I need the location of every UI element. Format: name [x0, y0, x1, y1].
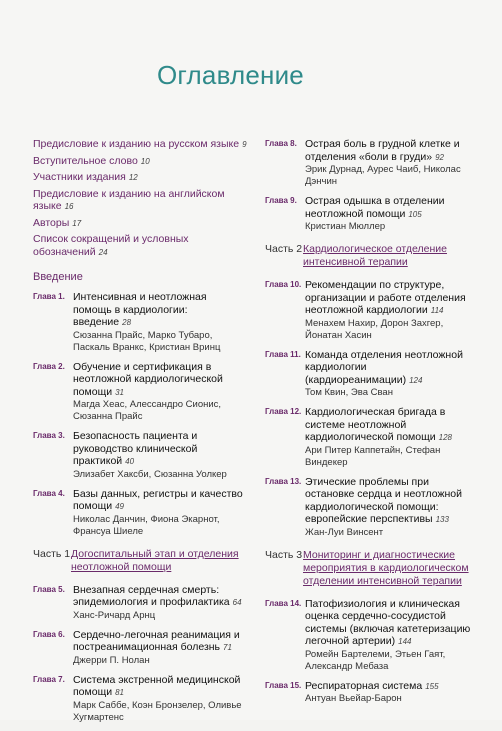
chapter-authors: Менахем Нахир, Дорон Захгер, Йонатан Хасин — [305, 317, 444, 341]
chapter-page: 64 — [232, 598, 242, 607]
chapter-label: Глава 1. — [33, 292, 65, 301]
chapter-title: Система экстренной медицинской помощи — [73, 673, 241, 698]
chapter-entry[interactable] — [33, 584, 248, 622]
chapter-page: 144 — [398, 637, 412, 646]
part-title: Мониторинг и диагностические мероприятия в кардиологическом отделении интенсивной терапии — [303, 548, 469, 587]
chapter-page: 114 — [430, 306, 444, 315]
chapter-authors: Том Квин, Эва Сван — [305, 387, 393, 398]
chapter-title: Патофизиология и клиническая оценка сердечно-сосудистой системы (включая катетеризацию легочной артерии) — [305, 597, 471, 647]
chapter-authors: Антуан Вьейар-Барон — [305, 693, 402, 704]
chapter-page: 124 — [409, 375, 423, 385]
part-title: Кардиологическое отделение интенсивной терапии — [303, 243, 447, 268]
chapter-title: Кардиологическая бригада в системе неотложной кардиологической помощи — [305, 406, 446, 443]
chapter-authors: Жан-Луи Винсент — [305, 526, 384, 538]
chapter-entry[interactable] — [265, 598, 480, 673]
part-heading — [265, 243, 480, 269]
chapter-title: Базы данных, регистры и качество помощи — [73, 487, 243, 512]
chapter-label: Глава 15. — [265, 680, 302, 690]
chapter-authors: Ханс-Ричард Арнц — [73, 609, 156, 621]
chapter-page: 71 — [223, 643, 232, 652]
part-label: Часть 2 — [265, 243, 303, 255]
front-matter-list — [33, 138, 248, 259]
front-matter-item[interactable]: Предисловие к изданию на английском языке 16 — [33, 187, 225, 212]
chapter-label: Глава 2. — [33, 361, 65, 371]
chapter-entry[interactable] — [33, 361, 248, 424]
chapter-title: Острая одышка в отделении неотложной помощи — [305, 195, 445, 220]
chapter-authors: Сюзанна Прайс, Марко Тубаро, Паскаль Вранкс, Кристиан Вринц — [73, 329, 221, 353]
front-matter-item[interactable]: Предисловие к изданию на русском языке 9 — [33, 138, 247, 150]
chapter-title: Команда отделения неотложной кардиологии (кардиореанимации) — [305, 348, 463, 386]
page-title: Оглавление — [157, 60, 304, 90]
chapter-entry[interactable] — [33, 488, 248, 538]
chapter-page: 133 — [435, 515, 449, 524]
part-heading — [265, 549, 480, 588]
chapter-label: Глава 12. — [265, 407, 302, 416]
chapter-authors: Ромейн Бартелеми, Этьен Гаят, Александр Мебаза — [305, 648, 446, 672]
chapter-authors: Кристиан Мюллер — [305, 221, 386, 232]
chapter-title: Сердечно-легочная реанимация и постреанимационная болезнь — [73, 628, 240, 653]
part-label: Часть 3 — [265, 548, 303, 561]
chapter-authors: Магда Хеас, Алессандро Сионис, Сюзанна Прайс — [73, 399, 222, 422]
chapter-entry[interactable] — [265, 476, 480, 539]
chapter-label: Глава 11. — [265, 349, 301, 359]
chapter-title: Этические проблемы при остановке сердца и неотложной кардиологической помощи: европейские перспективы — [305, 475, 462, 525]
right-column — [265, 138, 480, 712]
chapter-label: Глава 8. — [265, 139, 297, 148]
chapter-authors: Джерри П. Нолан — [73, 654, 150, 666]
chapter-label: Глава 4. — [33, 488, 65, 498]
chapter-page: 31 — [115, 387, 124, 397]
chapter-page: 92 — [435, 152, 444, 162]
chapter-label: Глава 7. — [33, 674, 65, 684]
chapter-page: 155 — [425, 681, 439, 691]
chapter-title: Рекомендации по структуре, организации и работе отделения неотложной кардиологии — [305, 279, 466, 316]
chapter-page: 49 — [115, 502, 124, 511]
chapter-title: Интенсивная и неотложная помощь в кардиологии: введение — [73, 291, 207, 328]
front-matter-item[interactable]: Вступительное слово 10 — [33, 154, 150, 167]
chapter-entry[interactable] — [265, 279, 480, 342]
chapter-authors: Эрик Дурнад, Аурес Чаиб, Николас Дэнчин — [305, 164, 461, 187]
left-column — [33, 138, 248, 731]
chapter-page: 105 — [408, 209, 422, 219]
chapter-title: Безопасность пациента и руководство клинической практикой — [73, 430, 198, 467]
chapter-entry[interactable] — [265, 680, 480, 706]
chapter-label: Глава 9. — [265, 196, 297, 205]
chapter-label: Глава 14. — [265, 598, 302, 608]
part-heading — [33, 548, 248, 574]
chapter-entry[interactable] — [265, 406, 480, 469]
front-matter-item[interactable]: Авторы 17 — [33, 216, 82, 229]
chapter-page: 81 — [115, 688, 124, 697]
chapter-entry[interactable] — [33, 674, 248, 724]
chapter-page: 40 — [125, 457, 135, 466]
chapter-authors: Ари Питер Каппетайн, Стефан Виндекер — [305, 444, 441, 468]
chapter-label: Глава 13. — [265, 476, 302, 486]
chapter-authors: Николас Данчин, Фиона Экарнот, Франсуа Шиеле — [73, 513, 220, 537]
chapter-authors: Марк Саббе, Коэн Бронзелер, Оливье Хугмартенс — [73, 699, 242, 723]
chapter-label: Глава 10. — [265, 280, 302, 289]
chapter-entry[interactable] — [33, 430, 248, 481]
chapter-entry[interactable] — [265, 138, 480, 188]
chapter-title: Обучение и сертификация в неотложной кардиологической помощи — [73, 360, 223, 398]
front-matter-item[interactable]: Участники издания 12 — [33, 171, 138, 183]
chapter-entry[interactable] — [33, 291, 248, 354]
chapter-label: Глава 5. — [33, 584, 65, 594]
chapter-page: 28 — [122, 318, 132, 327]
chapter-title: Острая боль в грудной клетке и отделения «боли в груди» — [305, 138, 460, 163]
chapter-entry[interactable] — [265, 349, 480, 400]
chapter-title: Внезапная сердечная смерть: эпидемиология и профилактика — [73, 583, 230, 608]
part-title: Догоспитальный этап и отделения неотложной помощи — [71, 547, 239, 573]
chapter-entry[interactable] — [265, 195, 480, 233]
chapter-label: Глава 3. — [33, 431, 65, 440]
chapter-authors: Элизабет Хаксби, Сюзанна Уолкер — [73, 468, 227, 480]
chapter-page: 128 — [438, 433, 452, 442]
chapter-title: Респираторная система — [305, 679, 423, 692]
chapter-entry[interactable] — [33, 629, 248, 667]
chapter-label: Глава 6. — [33, 629, 65, 639]
intro-heading: Введение — [33, 271, 83, 283]
part-label: Часть 1 — [33, 547, 71, 560]
front-matter-item[interactable]: Список сокращений и условных обозначений 24 — [33, 233, 189, 258]
